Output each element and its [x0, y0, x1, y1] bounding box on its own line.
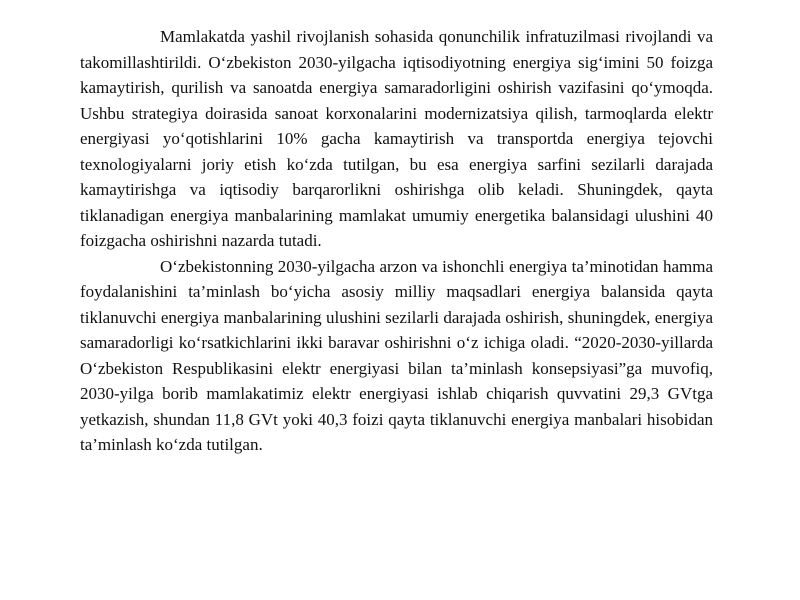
- paragraph-2: O‘zbekistonning 2030-yilgacha arzon va ishonchli energiya ta’minotidan hamma foydalanishini ta’minlash bo‘yicha asosiy milliy maqsadlari energiya balansida qayta tiklanuvchi energiya manbalarining ulushini sezilarli darajada oshirish, shuningdek, energiya samaradorligi ko‘rsatkichlarini ikki baravar oshirishni o‘z ichiga oladi. “2020-2030-yillarda O‘zbekiston Respublikasini elektr energiyasi bilan ta’minlash konsepsiyasi”ga muvofiq, 2030-yilga borib mamlakatimiz elektr energiyasi ishlab chiqarish quvvatini 29,3 GVtga yetkazish, shundan 11,8 GVt yoki 40,3 foizi qayta tiklanuvchi energiya manbalari hisobidan ta’minlash ko‘zda tutilgan.: [80, 256, 713, 454]
- document-page: [80, 24, 713, 458]
- paragraph-1: Mamlakatda yashil rivojlanish sohasida qonunchilik infratuzilmasi rivojlandi va takomillashtirildi. O‘zbekiston 2030-yilgacha iqtisodiyotning energiya sig‘imini 50 foizga kamaytirish, qurilish va sanoatda energiya samaradorligini oshirish vazifasini qo‘ymoqda. Ushbu strategiya doirasida sanoat korxonalarini modernizatsiya qilish, tarmoqlarda elektr energiyasi yo‘qotishlarini 10% gacha kamaytirish va transportda energiya tejovchi texnologiyalarni joriy etish ko‘zda tutilgan, bu esa energiya sarfini sezilarli darajada kamaytirishga va iqtisodiy barqarorlikni oshirishga olib keladi. Shuningdek, qayta tiklanadigan energiya manbalarining mamlakat umumiy energetika balansidagi ulushini 40 foizgacha oshirishni nazarda tutadi.: [80, 27, 713, 250]
